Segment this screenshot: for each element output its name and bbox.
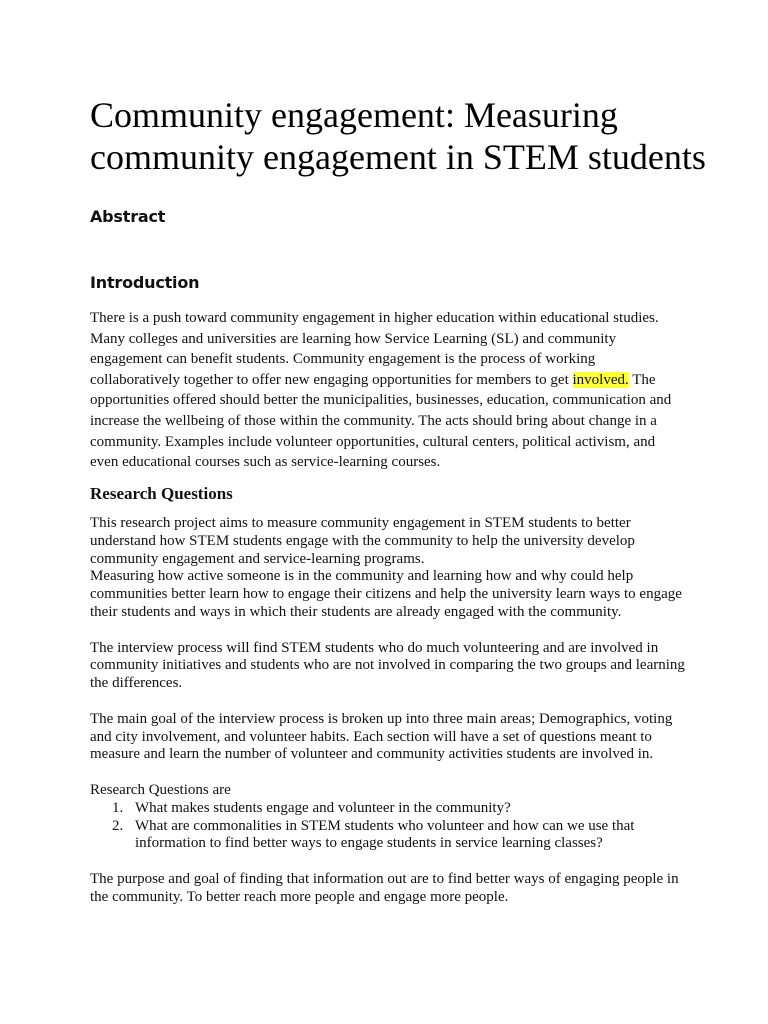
introduction-paragraph bbox=[90, 308, 680, 473]
research-section-body bbox=[90, 515, 685, 907]
research-questions-heading: Research Questions bbox=[90, 484, 233, 503]
list-item-number: 1. bbox=[112, 799, 124, 816]
research-list-intro: Research Questions are bbox=[90, 781, 231, 798]
list-item-text: What makes students engage and volunteer in the community? bbox=[135, 799, 511, 816]
research-paragraph-1: This research project aims to measure community engagement in STEM students to better understand how STEM students engage with the community to help the university develop community engagement and service-learning programs. bbox=[90, 515, 635, 567]
list-item bbox=[112, 817, 685, 854]
list-item-text: What are commonalities in STEM students who volunteer and how can we use that information to find better ways to engage students in service learning classes? bbox=[135, 817, 635, 852]
document-title: Community engagement: Measuring community engagement in STEM students bbox=[90, 95, 706, 177]
introduction-text-start: There is a push toward community engagement in higher education within educational studies. Many colleges and universities are learning how Service Learning (SL) and community engagement can benefit students. Community engagement is the process of working collaboratively together to offer new engaging opportunities for members to get bbox=[90, 310, 659, 388]
introduction-text-end: The opportunities offered should better the municipalities, businesses, education, communication and increase the wellbeing of those within the community. The acts should bring about change in a community. Examples include volunteer opportunities, cultural centers, political activism, and even educational courses such as service-learning courses. bbox=[90, 371, 672, 471]
introduction-heading: Introduction bbox=[90, 273, 200, 292]
research-paragraph-2: Measuring how active someone is in the community and learning how and why could help communities better learn how to engage their citizens and help the university learn ways to engage their students and ways in which their students are already engaged with the community. bbox=[90, 568, 682, 620]
paragraph-spacer bbox=[90, 622, 685, 640]
research-questions-list bbox=[90, 800, 685, 853]
abstract-heading: Abstract bbox=[90, 207, 166, 226]
paragraph-spacer bbox=[90, 853, 685, 871]
paragraph-spacer bbox=[90, 764, 685, 782]
research-paragraph-4: The main goal of the interview process is broken up into three main areas; Demographics, voting and city involvement, and volunteer habits. Each section will have a set of questions meant to measure and learn the number of volunteer and community activities students are involved in. bbox=[90, 710, 673, 763]
research-paragraph-5: The purpose and goal of finding that information out are to find better ways of engaging people in the community. To better reach more people and engage more people. bbox=[90, 870, 679, 905]
paragraph-spacer bbox=[90, 693, 685, 711]
list-item bbox=[112, 799, 685, 818]
research-paragraph-3: The interview process will find STEM students who do much volunteering and are involved in community initiatives and students who are not involved in comparing the two groups and learning the differences. bbox=[90, 639, 685, 692]
list-item-number: 2. bbox=[112, 817, 124, 834]
highlighted-word: involved. bbox=[572, 371, 629, 388]
